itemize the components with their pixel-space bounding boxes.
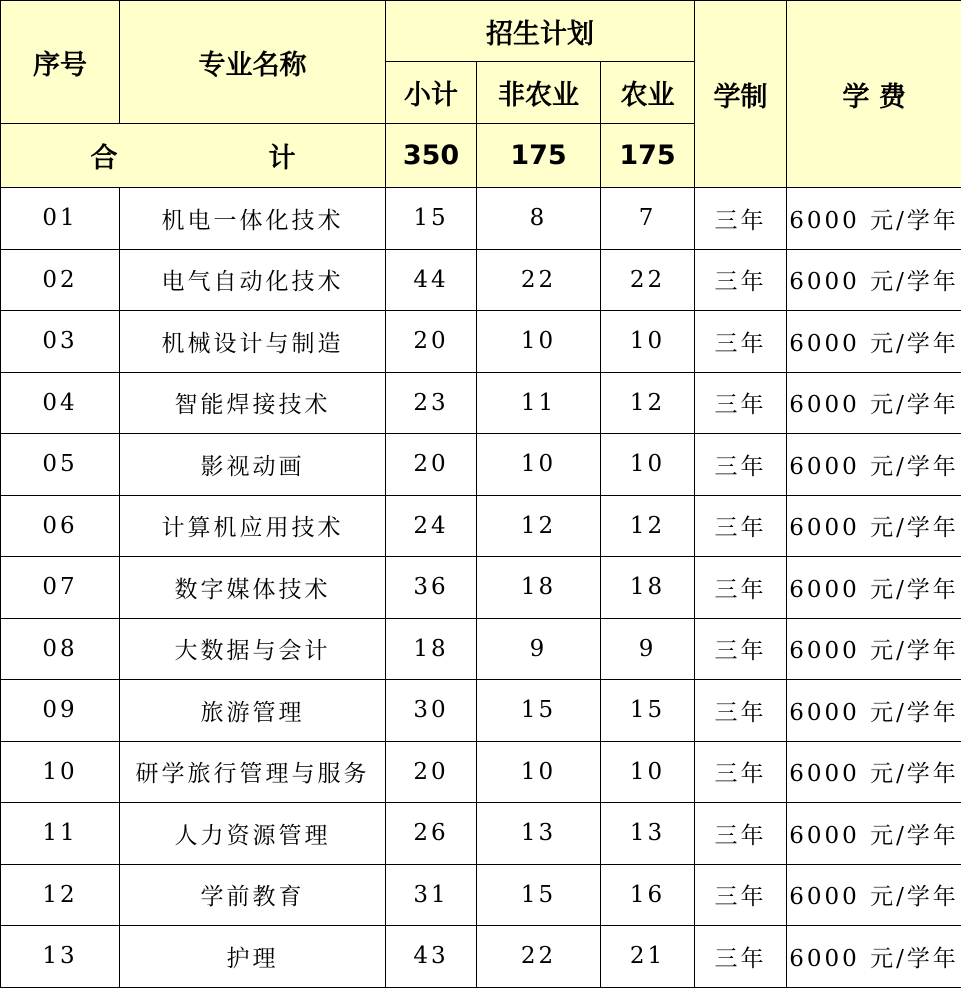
total-subtotal: 350 bbox=[386, 124, 477, 188]
row-fee: 6000 元/学年 bbox=[787, 372, 961, 434]
total-label bbox=[1, 124, 386, 188]
row-agri: 7 bbox=[601, 188, 695, 250]
row-major: 机械设计与制造 bbox=[120, 311, 386, 373]
row-duration: 三年 bbox=[695, 249, 787, 311]
header-seq: 序号 bbox=[1, 1, 120, 124]
row-major: 研学旅行管理与服务 bbox=[120, 741, 386, 803]
table-body bbox=[1, 188, 961, 988]
row-major: 智能焊接技术 bbox=[120, 372, 386, 434]
row-non-agri: 10 bbox=[477, 741, 601, 803]
row-major: 护理 bbox=[120, 926, 386, 988]
row-subtotal: 26 bbox=[386, 803, 477, 865]
row-duration: 三年 bbox=[695, 618, 787, 680]
row-agri: 21 bbox=[601, 926, 695, 988]
row-duration: 三年 bbox=[695, 803, 787, 865]
row-major: 旅游管理 bbox=[120, 680, 386, 742]
row-agri: 10 bbox=[601, 434, 695, 496]
row-fee: 6000 元/学年 bbox=[787, 188, 961, 250]
table-row bbox=[1, 495, 961, 557]
row-seq: 06 bbox=[1, 495, 120, 557]
table-row bbox=[1, 557, 961, 619]
table-row bbox=[1, 249, 961, 311]
row-agri: 9 bbox=[601, 618, 695, 680]
row-agri: 15 bbox=[601, 680, 695, 742]
row-subtotal: 44 bbox=[386, 249, 477, 311]
row-seq: 12 bbox=[1, 864, 120, 926]
row-fee: 6000 元/学年 bbox=[787, 741, 961, 803]
row-duration: 三年 bbox=[695, 864, 787, 926]
table-row bbox=[1, 188, 961, 250]
row-fee: 6000 元/学年 bbox=[787, 434, 961, 496]
row-major: 学前教育 bbox=[120, 864, 386, 926]
row-agri: 18 bbox=[601, 557, 695, 619]
row-agri: 10 bbox=[601, 741, 695, 803]
total-agri: 175 bbox=[601, 124, 695, 188]
row-non-agri: 11 bbox=[477, 372, 601, 434]
row-fee: 6000 元/学年 bbox=[787, 803, 961, 865]
row-fee: 6000 元/学年 bbox=[787, 926, 961, 988]
row-subtotal: 15 bbox=[386, 188, 477, 250]
row-non-agri: 22 bbox=[477, 926, 601, 988]
table-row bbox=[1, 864, 961, 926]
total-label-right: 计 bbox=[268, 143, 296, 174]
row-agri: 13 bbox=[601, 803, 695, 865]
row-seq: 13 bbox=[1, 926, 120, 988]
row-subtotal: 31 bbox=[386, 864, 477, 926]
row-subtotal: 23 bbox=[386, 372, 477, 434]
row-duration: 三年 bbox=[695, 495, 787, 557]
row-subtotal: 20 bbox=[386, 434, 477, 496]
row-fee: 6000 元/学年 bbox=[787, 557, 961, 619]
row-subtotal: 18 bbox=[386, 618, 477, 680]
table-row bbox=[1, 618, 961, 680]
row-seq: 11 bbox=[1, 803, 120, 865]
row-duration: 三年 bbox=[695, 926, 787, 988]
row-seq: 10 bbox=[1, 741, 120, 803]
row-fee: 6000 元/学年 bbox=[787, 618, 961, 680]
row-seq: 02 bbox=[1, 249, 120, 311]
row-major: 大数据与会计 bbox=[120, 618, 386, 680]
row-seq: 03 bbox=[1, 311, 120, 373]
row-duration: 三年 bbox=[695, 557, 787, 619]
row-seq: 08 bbox=[1, 618, 120, 680]
header-fee: 学 费 bbox=[787, 1, 961, 188]
row-non-agri: 15 bbox=[477, 680, 601, 742]
row-major: 计算机应用技术 bbox=[120, 495, 386, 557]
table-row bbox=[1, 741, 961, 803]
row-fee: 6000 元/学年 bbox=[787, 680, 961, 742]
row-agri: 16 bbox=[601, 864, 695, 926]
table-row bbox=[1, 311, 961, 373]
row-subtotal: 36 bbox=[386, 557, 477, 619]
row-seq: 07 bbox=[1, 557, 120, 619]
row-major: 影视动画 bbox=[120, 434, 386, 496]
row-non-agri: 18 bbox=[477, 557, 601, 619]
row-subtotal: 24 bbox=[386, 495, 477, 557]
row-seq: 09 bbox=[1, 680, 120, 742]
row-non-agri: 10 bbox=[477, 311, 601, 373]
row-agri: 12 bbox=[601, 495, 695, 557]
row-non-agri: 10 bbox=[477, 434, 601, 496]
table-row bbox=[1, 926, 961, 988]
row-agri: 22 bbox=[601, 249, 695, 311]
header-duration: 学制 bbox=[695, 1, 787, 188]
row-agri: 10 bbox=[601, 311, 695, 373]
row-seq: 05 bbox=[1, 434, 120, 496]
row-seq: 01 bbox=[1, 188, 120, 250]
row-non-agri: 15 bbox=[477, 864, 601, 926]
row-major: 数字媒体技术 bbox=[120, 557, 386, 619]
header-major: 专业名称 bbox=[120, 1, 386, 124]
row-duration: 三年 bbox=[695, 741, 787, 803]
row-duration: 三年 bbox=[695, 434, 787, 496]
row-non-agri: 8 bbox=[477, 188, 601, 250]
row-duration: 三年 bbox=[695, 188, 787, 250]
row-fee: 6000 元/学年 bbox=[787, 864, 961, 926]
header-agri: 农业 bbox=[601, 62, 695, 124]
row-duration: 三年 bbox=[695, 680, 787, 742]
row-subtotal: 43 bbox=[386, 926, 477, 988]
row-duration: 三年 bbox=[695, 372, 787, 434]
header-subtotal: 小计 bbox=[386, 62, 477, 124]
table-row bbox=[1, 680, 961, 742]
table-row bbox=[1, 434, 961, 496]
row-agri: 12 bbox=[601, 372, 695, 434]
row-fee: 6000 元/学年 bbox=[787, 249, 961, 311]
row-major: 机电一体化技术 bbox=[120, 188, 386, 250]
total-non-agri: 175 bbox=[477, 124, 601, 188]
row-non-agri: 13 bbox=[477, 803, 601, 865]
row-non-agri: 9 bbox=[477, 618, 601, 680]
row-major: 人力资源管理 bbox=[120, 803, 386, 865]
row-duration: 三年 bbox=[695, 311, 787, 373]
row-major: 电气自动化技术 bbox=[120, 249, 386, 311]
row-subtotal: 20 bbox=[386, 741, 477, 803]
table-header bbox=[1, 1, 961, 188]
row-non-agri: 22 bbox=[477, 249, 601, 311]
row-subtotal: 30 bbox=[386, 680, 477, 742]
total-label-left: 合 bbox=[90, 143, 118, 174]
header-plan: 招生计划 bbox=[386, 1, 695, 62]
row-fee: 6000 元/学年 bbox=[787, 495, 961, 557]
header-non-agri: 非农业 bbox=[477, 62, 601, 124]
row-non-agri: 12 bbox=[477, 495, 601, 557]
row-subtotal: 20 bbox=[386, 311, 477, 373]
row-seq: 04 bbox=[1, 372, 120, 434]
table-row bbox=[1, 803, 961, 865]
table-row bbox=[1, 372, 961, 434]
row-fee: 6000 元/学年 bbox=[787, 311, 961, 373]
